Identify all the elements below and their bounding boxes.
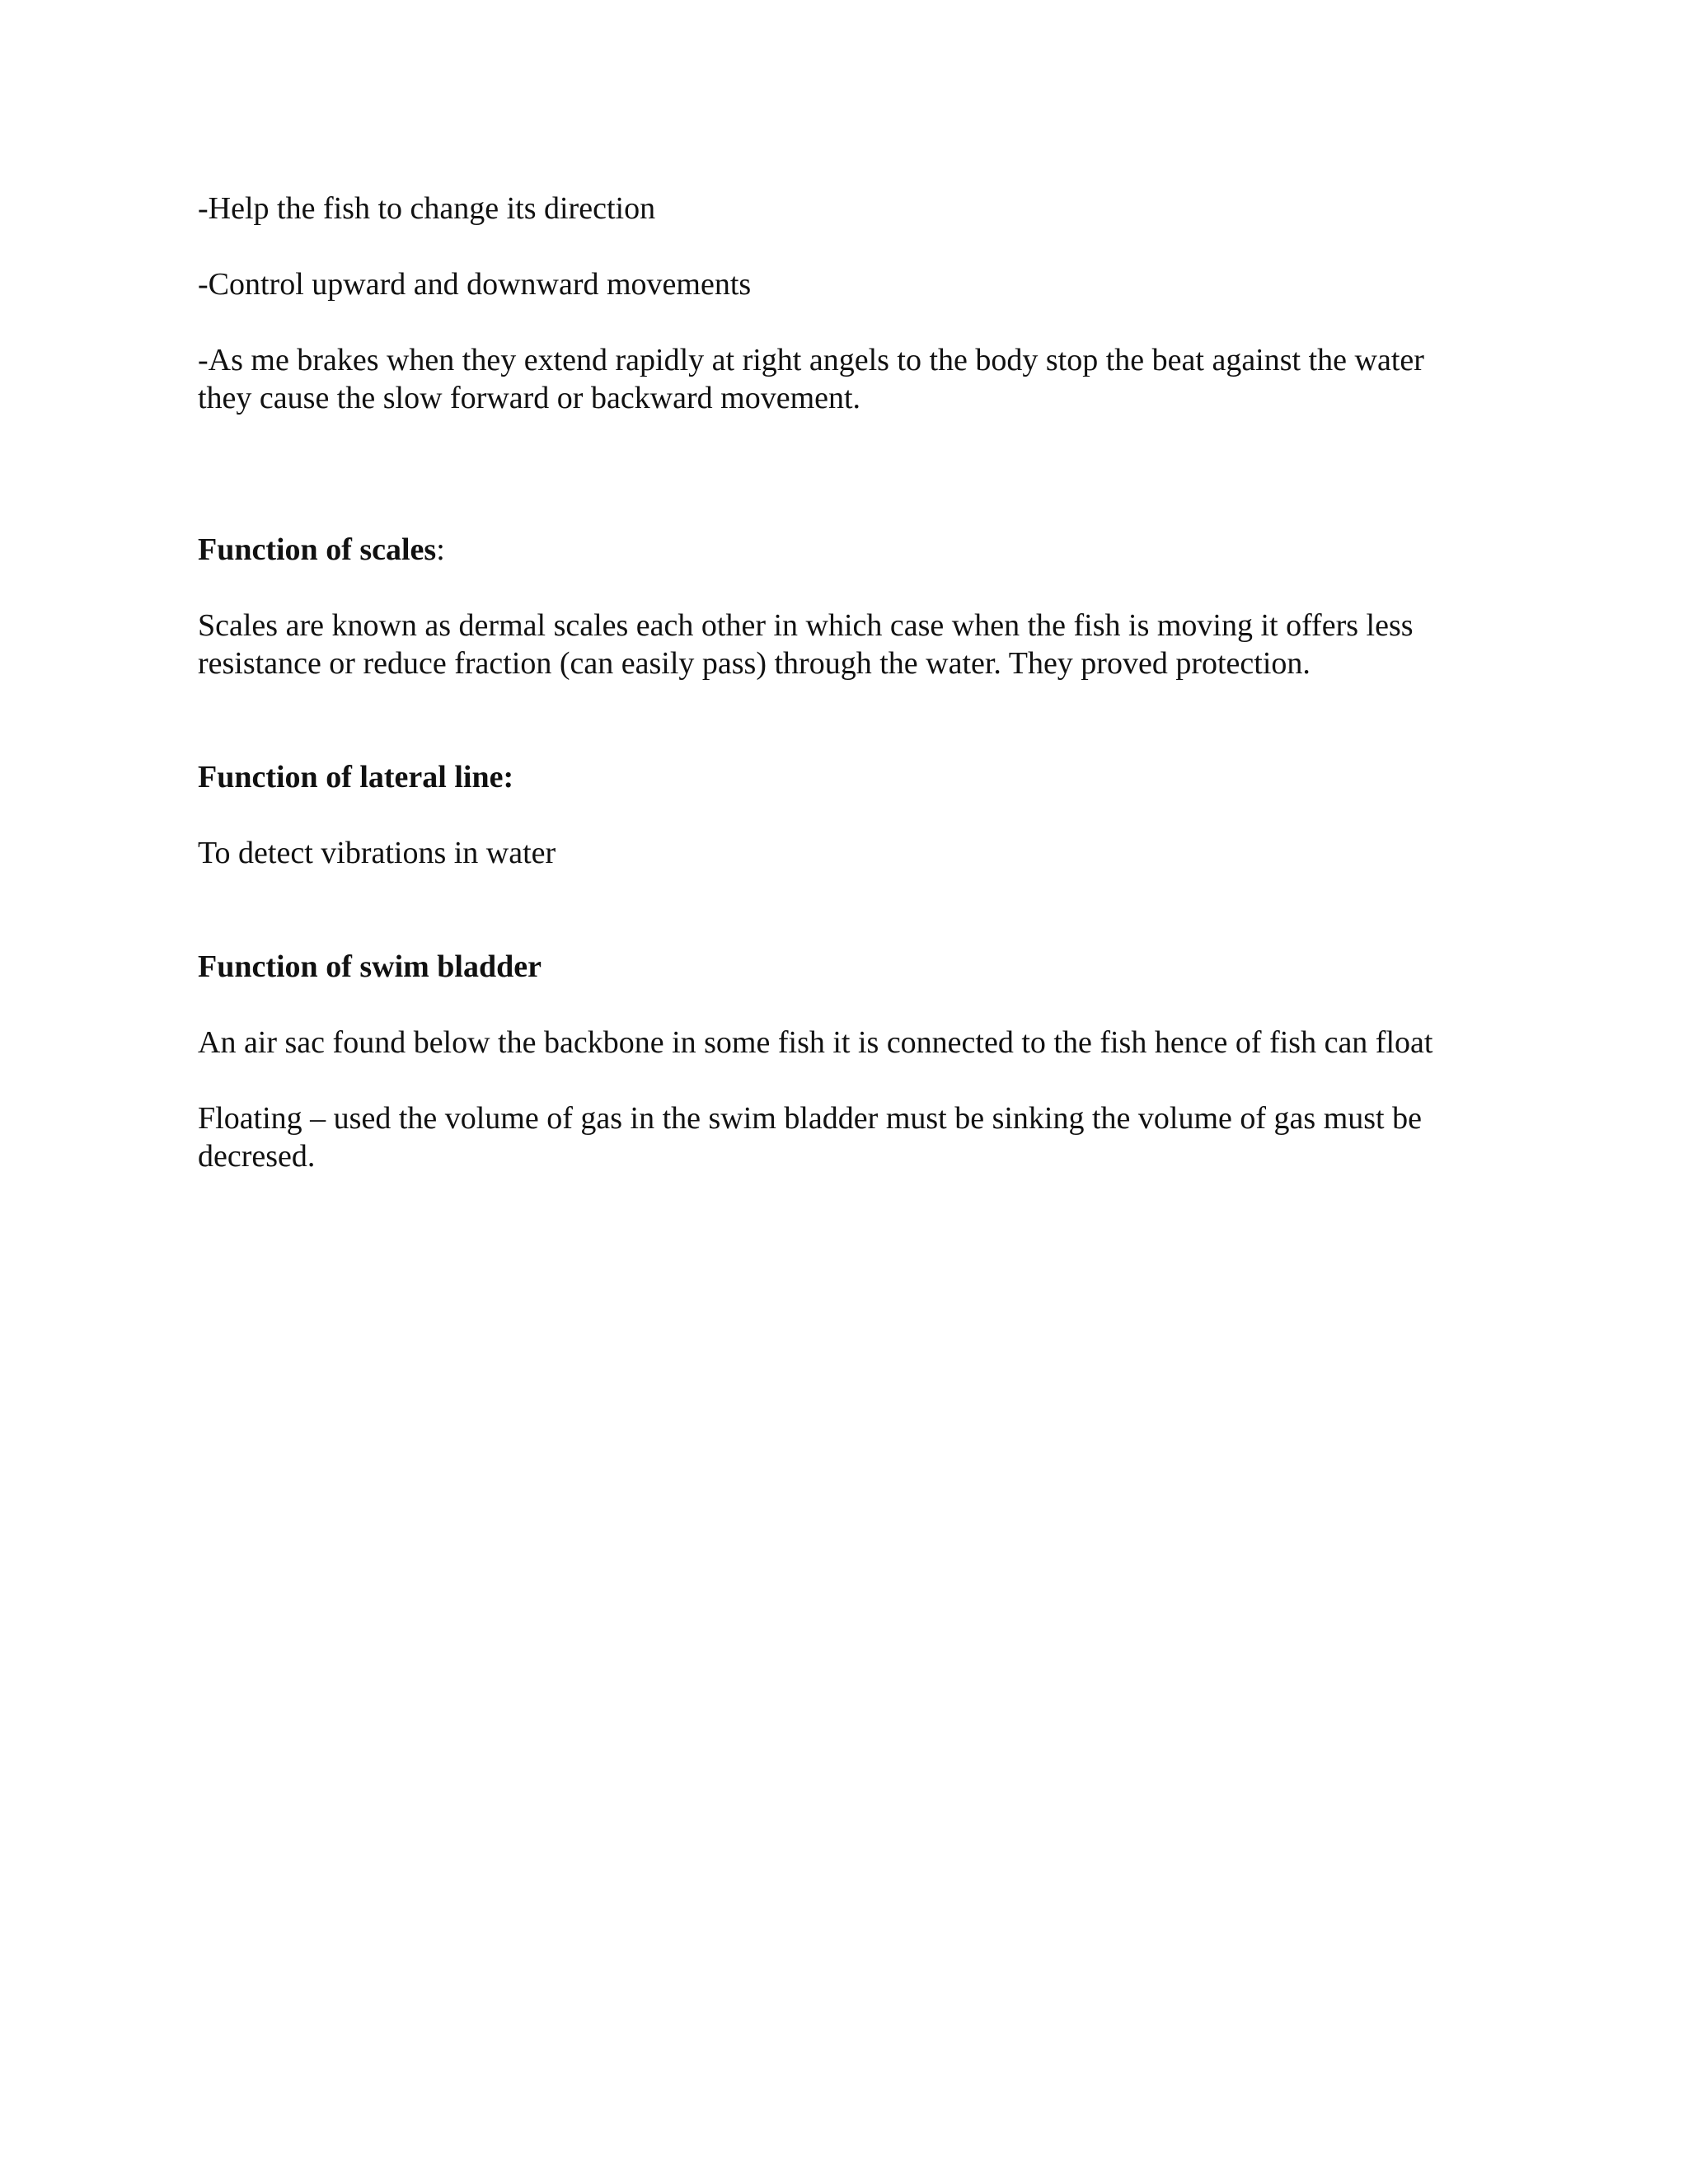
lateral-line-heading: Function of lateral line:: [198, 760, 514, 794]
swim-bladder-body-floating: Floating – used the volume of gas in the swim bladder must be sinking the volume of gas must be decresed.: [198, 1101, 1422, 1174]
spacer: [198, 796, 1484, 834]
spacer: [198, 569, 1484, 607]
spacer: [198, 682, 1484, 758]
spacer: [198, 1062, 1484, 1099]
spacer: [198, 227, 1484, 265]
lateral-line-body: To detect vibrations in water: [198, 836, 556, 870]
scales-heading: [198, 531, 1484, 569]
fin-function-direction: -Help the fish to change its direction: [198, 191, 656, 226]
scales-heading-text: Function of scales: [198, 532, 437, 567]
scales-body: Scales are known as dermal scales each other in which case when the fish is moving it offers less resistance or reduce fraction (can easily pass) through the water. They proved protection.: [198, 608, 1414, 681]
spacer: [198, 417, 1484, 531]
fin-function-movement: -Control upward and downward movements: [198, 267, 752, 302]
spacer: [198, 986, 1484, 1024]
spacer: [198, 872, 1484, 948]
spacer: [198, 303, 1484, 341]
scales-heading-colon: :: [436, 532, 445, 567]
document-content: [198, 190, 1484, 1175]
swim-bladder-heading: Function of swim bladder: [198, 949, 542, 984]
fin-function-brakes: -As me brakes when they extend rapidly at right angels to the body stop the beat against the water they cause the slow forward or backward movement.: [198, 343, 1424, 415]
swim-bladder-body-air-sac: An air sac found below the backbone in some fish it is connected to the fish hence of fish can float: [198, 1025, 1433, 1060]
